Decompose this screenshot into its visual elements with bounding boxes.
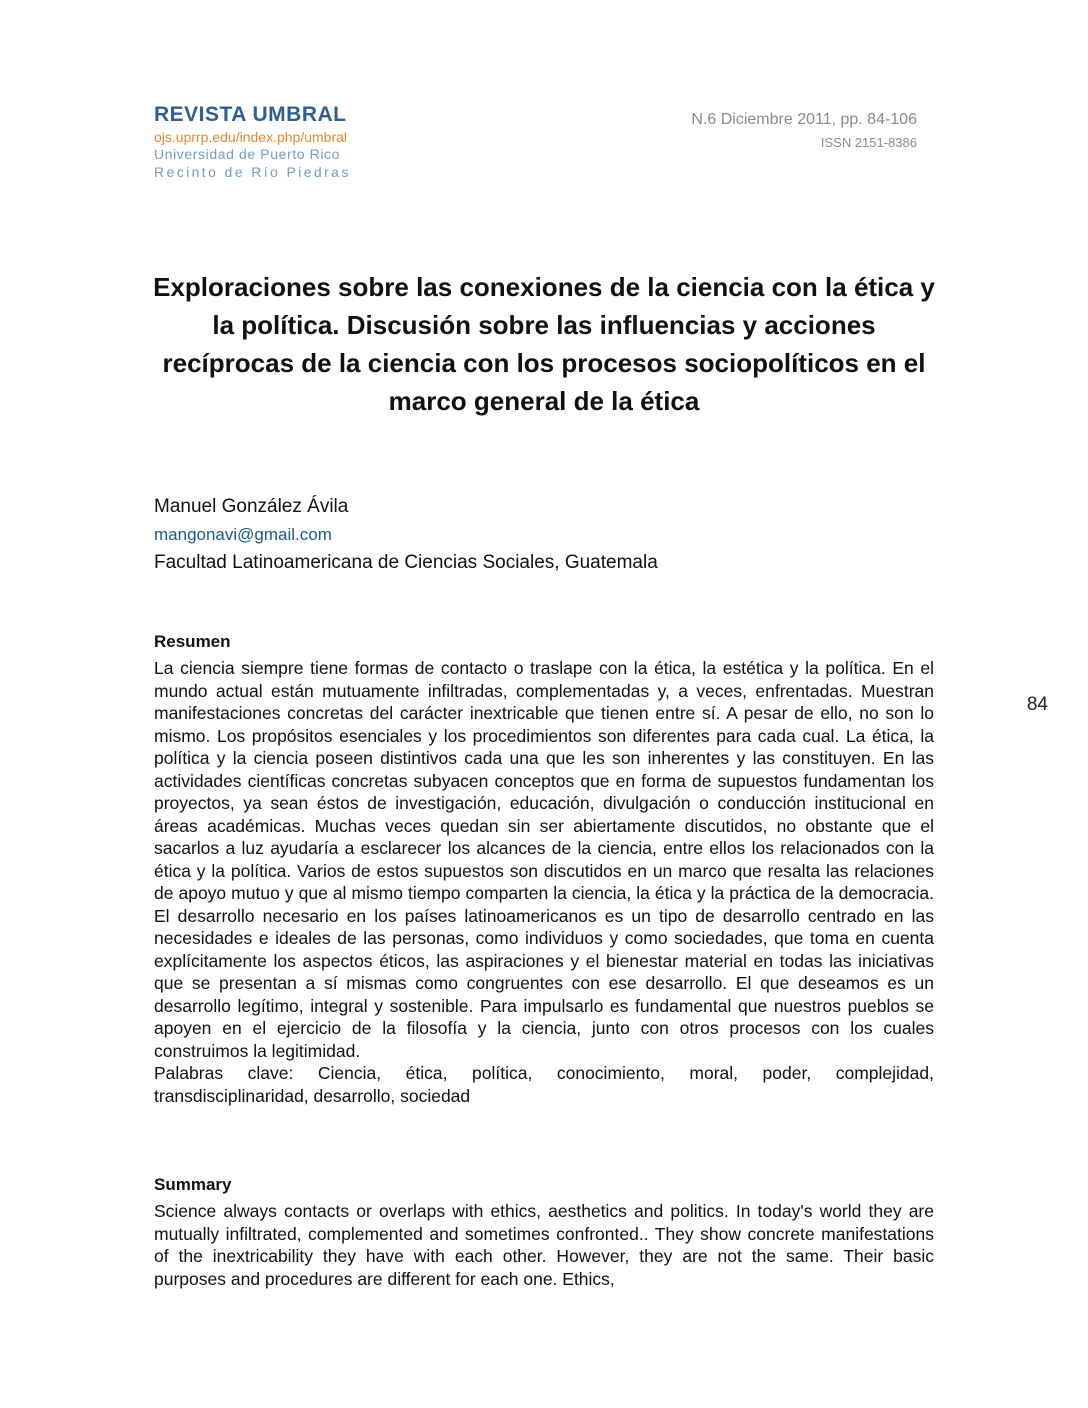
journal-url[interactable]: ojs.uprrp.edu/index.php/umbral bbox=[154, 129, 348, 145]
resumen-body: La ciencia siempre tiene formas de contacto o traslape con la ética, la estética y la política. En el mundo actual están mutuamente infiltradas, complementadas y, a veces, enfrentadas. Muestran manifestaciones concretas del carácter inextricable que tienen entre sí. A pesar de ello, no son lo mismo. Los propósitos esenciales y los procedimientos son diferentes para cada cual. La ética, la política y la ciencia poseen distintivos cada una que les son inherentes y las constituyen. En las actividades científicas concretas subyacen conceptos que en forma de supuestos fundamentan los proyectos, ya sean éstos de investigación, educación, divulgación o conducción institucional en áreas académicas. Muchas veces quedan sin ser abiertamente discutidos, no obstante que el sacarlos a luz ayudaría a esclarecer los alcances de la ciencia, entre ellos los relacionados con la ética y la política. Varios de estos supuestos son discutidos en un marco que resalta las relaciones de apoyo mutuo y que al mismo tiempo comparten la ciencia, la ética y la práctica de la democracia. El desarrollo necesario en los países latinoamericanos es un tipo de desarrollo centrado en las necesidades e ideales de las personas, como individuos y como sociedades, que toma en cuenta explícitamente los aspectos éticos, las aspiraciones y el bienestar material en todas las iniciativas que se presentan a sí mismas como congruentes con ese desarrollo. El que deseamos es un desarrollo legítimo, integral y sostenible. Para impulsarlo es fundamental que nuestros pueblos se apoyen en el ejercicio de la filosofía y la ciencia, junto con otros procesos con los cuales construimos la legitimidad. bbox=[154, 658, 934, 1061]
author-name: Manuel González Ávila bbox=[154, 496, 349, 517]
article-title: Exploraciones sobre las conexiones de la ciencia con la ética y la política. Discusión sobre las influencias y acciones recíprocas de la ciencia con los procesos sociopolíticos en el marco general de la ética bbox=[153, 272, 935, 416]
issue-info: N.6 Diciembre 2011, pp. 84-106 bbox=[691, 111, 917, 128]
issue-info-block bbox=[691, 111, 917, 150]
summary-heading: Summary bbox=[154, 1175, 232, 1194]
issn: ISSN 2151-8386 bbox=[820, 135, 917, 150]
summary-body: Science always contacts or overlaps with ethics, aesthetics and politics. In today's world they are mutually infiltrated, complemented and sometimes confronted.. They show concrete manifestations of the inextricability they have with each other. However, they are not the same. Their basic purposes and procedures are different for each one. Ethics, bbox=[154, 1201, 934, 1289]
summary-section bbox=[154, 1175, 934, 1290]
journal-masthead bbox=[154, 104, 351, 179]
author-email[interactable]: mangonavi@gmail.com bbox=[154, 525, 332, 544]
resumen-heading: Resumen bbox=[154, 632, 231, 651]
journal-name: REVISTA UMBRAL bbox=[154, 103, 347, 126]
resumen-section bbox=[154, 632, 934, 1107]
campus-name: Recinto de Río Piedras bbox=[154, 164, 351, 180]
author-affiliation: Facultad Latinoamericana de Ciencias Sociales, Guatemala bbox=[154, 552, 658, 573]
author-block bbox=[154, 493, 658, 577]
university-name: Universidad de Puerto Rico bbox=[154, 146, 341, 162]
page-number: 84 bbox=[1026, 694, 1048, 715]
resumen-keywords: Palabras clave: Ciencia, ética, política, conocimiento, moral, poder, complejidad, transdisciplinaridad, desarrollo, sociedad bbox=[154, 1063, 934, 1106]
